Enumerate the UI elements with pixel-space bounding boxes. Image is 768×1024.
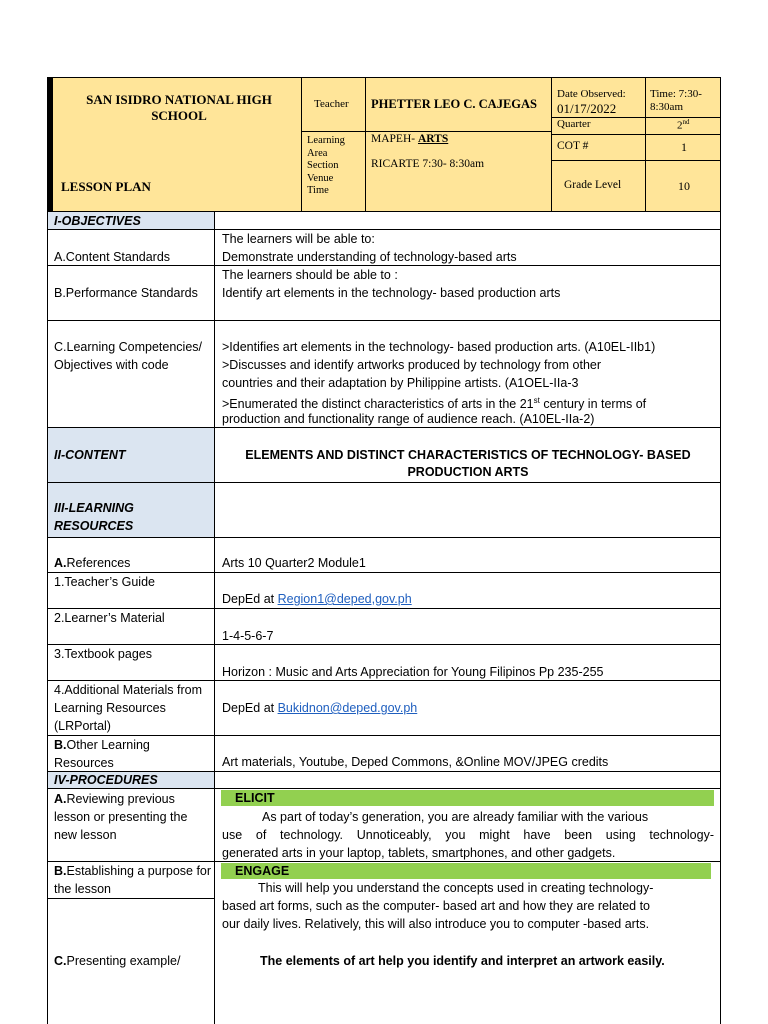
header-divider [551,134,721,135]
cot-label: COT # [557,140,589,152]
other-resources-label [54,736,204,772]
additional-materials-value [222,699,417,717]
learners-material-value: 1-4-5-6-7 [222,629,274,643]
other-label-text: Other Learning Resources [54,738,150,770]
cot-value: 1 [681,140,687,154]
section-value: RICARTE 7:30- 8:30am [371,158,485,170]
header-divider [365,77,366,212]
subject-value [371,133,448,145]
quarter-label: Quarter [557,118,591,130]
procedure-c-prefix: C. [54,954,67,968]
performance-standards-line1: The learners should be able to : [222,268,398,282]
row-line [47,537,721,538]
row-line [47,898,215,899]
venue-label: Venue [307,172,334,184]
row-line [47,229,721,230]
procedures-heading: IV-PROCEDURES [54,773,158,787]
elicit-line3: generated arts in your laptop, tablets, smartphones, and other gadgets. [222,846,616,860]
grade-value: 10 [678,179,690,193]
procedure-b-prefix: B. [54,864,67,878]
header-divider [551,160,721,161]
row-line [47,320,721,321]
additional-prefix: DepEd at [222,701,278,715]
doc-type-title: LESSON PLAN [61,179,151,194]
references-value: Arts 10 Quarter2 Module1 [222,556,366,570]
learners-material-label: 2.Learner’s Material [54,611,165,625]
competency-2a: >Discusses and identify artworks produced by technology from other [222,358,602,372]
procedure-c-text-right: The elements of art help you identify and interpret an artwork easily. [260,954,665,968]
engage-line2: based art forms, such as the computer- based art and how they are related to [222,899,651,913]
content-standards-line2: Demonstrate understanding of technology-based arts [222,250,517,264]
procedure-b-label [54,862,212,898]
time-value: Time: 7:30- 8:30am [650,88,702,113]
objectives-heading: I-OBJECTIVES [54,214,141,228]
elicit-line1: As part of today’s generation, you are already familiar with the various [262,810,649,824]
procedure-c-text: Presenting example/ [66,954,181,968]
competency-3b: production and functionality range of audience reach. (A10EL-IIa-2) [222,412,595,426]
section-label: Section [307,160,339,171]
additional-materials-label: 4.Additional Materials from Learning Resources (LRPortal) [54,683,202,733]
references-label [54,554,130,572]
textbook-label: 3.Textbook pages [54,647,152,661]
references-prefix: A. [54,556,67,570]
content-heading: II-CONTENT [54,448,126,462]
teacher-name: PHETTER LEO C. CAJEGAS [371,97,538,111]
teachers-guide-value [222,590,412,608]
engage-line3: our daily lives. Relatively, this will also introduce you to computer -based arts. [222,917,650,931]
performance-standards-label: B.Performance Standards [54,286,198,300]
competency-3a-tail: century in terms of [539,397,647,412]
engage-banner: ENGAGE [221,863,711,879]
procedure-b-text: Establishing a purpose for the lesson [54,864,212,896]
procedure-a-prefix: A. [54,792,67,806]
grade-label: Grade Level [564,179,622,191]
procedure-c-label [54,952,180,970]
performance-standards-line2: Identify art elements in the technology- based production arts [222,286,561,300]
other-resources-value: Art materials, Youtube, Deped Commons, &Online MOV/JPEG credits [222,755,609,769]
textbook-value: Horizon : Music and Arts Appreciation for Young Filipinos Pp 235-255 [222,665,604,679]
header-divider [301,131,552,132]
elicit-banner: ELICIT [221,790,714,806]
content-title-line1: ELEMENTS AND DISTINCT CHARACTERISTICS OF TECHNOLOGY- BASED [245,448,691,462]
quarter-suffix: nd [682,118,690,126]
column-divider [214,211,215,1024]
content-standards-line1: The learners will be able to: [222,232,375,246]
teachers-guide-prefix: DepEd at [222,592,278,606]
elicit-line2: use of technology. Unnoticeably, you might have been using technology- [222,828,714,842]
teachers-guide-link[interactable]: Region1@deped,gov.ph [277,592,412,606]
procedure-a-text: Reviewing previous lesson or presenting the new lesson [54,792,188,842]
competency-2b: countries and their adaptation by Philippine artists. (A1OEL-IIa-3 [222,376,579,390]
references-label-text: References [66,556,131,570]
date-observed-label: Date Observed: [557,88,626,100]
procedure-a-label [54,790,212,844]
competency-3a-sup: st [533,396,540,405]
date-observed-value: 01/17/2022 [557,101,617,116]
additional-materials-link[interactable]: Bukidnon@deped.gov.ph [277,701,418,715]
engage-line1: This will help you understand the concepts used in creating technology- [258,881,654,895]
subject-name: ARTS [417,133,449,145]
competencies-label: C.Learning Competencies/ Objectives with code [54,340,202,372]
row-line [47,211,721,212]
header-divider [551,77,552,212]
resources-heading: III-LEARNING RESOURCES [54,501,134,533]
quarter-number: 2 [677,119,683,132]
time-label: Time [307,185,329,196]
content-standards-label: A.Content Standards [54,250,171,264]
learning-area-label: Learning Area [307,135,345,159]
other-prefix: B. [54,738,67,752]
teacher-label: Teacher [314,98,349,110]
header-divider [645,77,646,212]
subject-prefix: MAPEH- [371,133,418,145]
content-title-line2: PRODUCTION ARTS [407,465,529,479]
school-name: SAN ISIDRO NATIONAL HIGH SCHOOL [86,92,272,123]
competency-1: >Identifies art elements in the technology- based production arts. (A10EL-IIb1) [222,340,656,354]
header-divider [301,77,302,212]
competency-3a-text: >Enumerated the distinct characteristics of arts in the 21 [222,397,534,412]
teachers-guide-label: 1.Teacher’s Guide [54,575,155,589]
row-line [47,482,721,483]
quarter-value [677,118,690,132]
